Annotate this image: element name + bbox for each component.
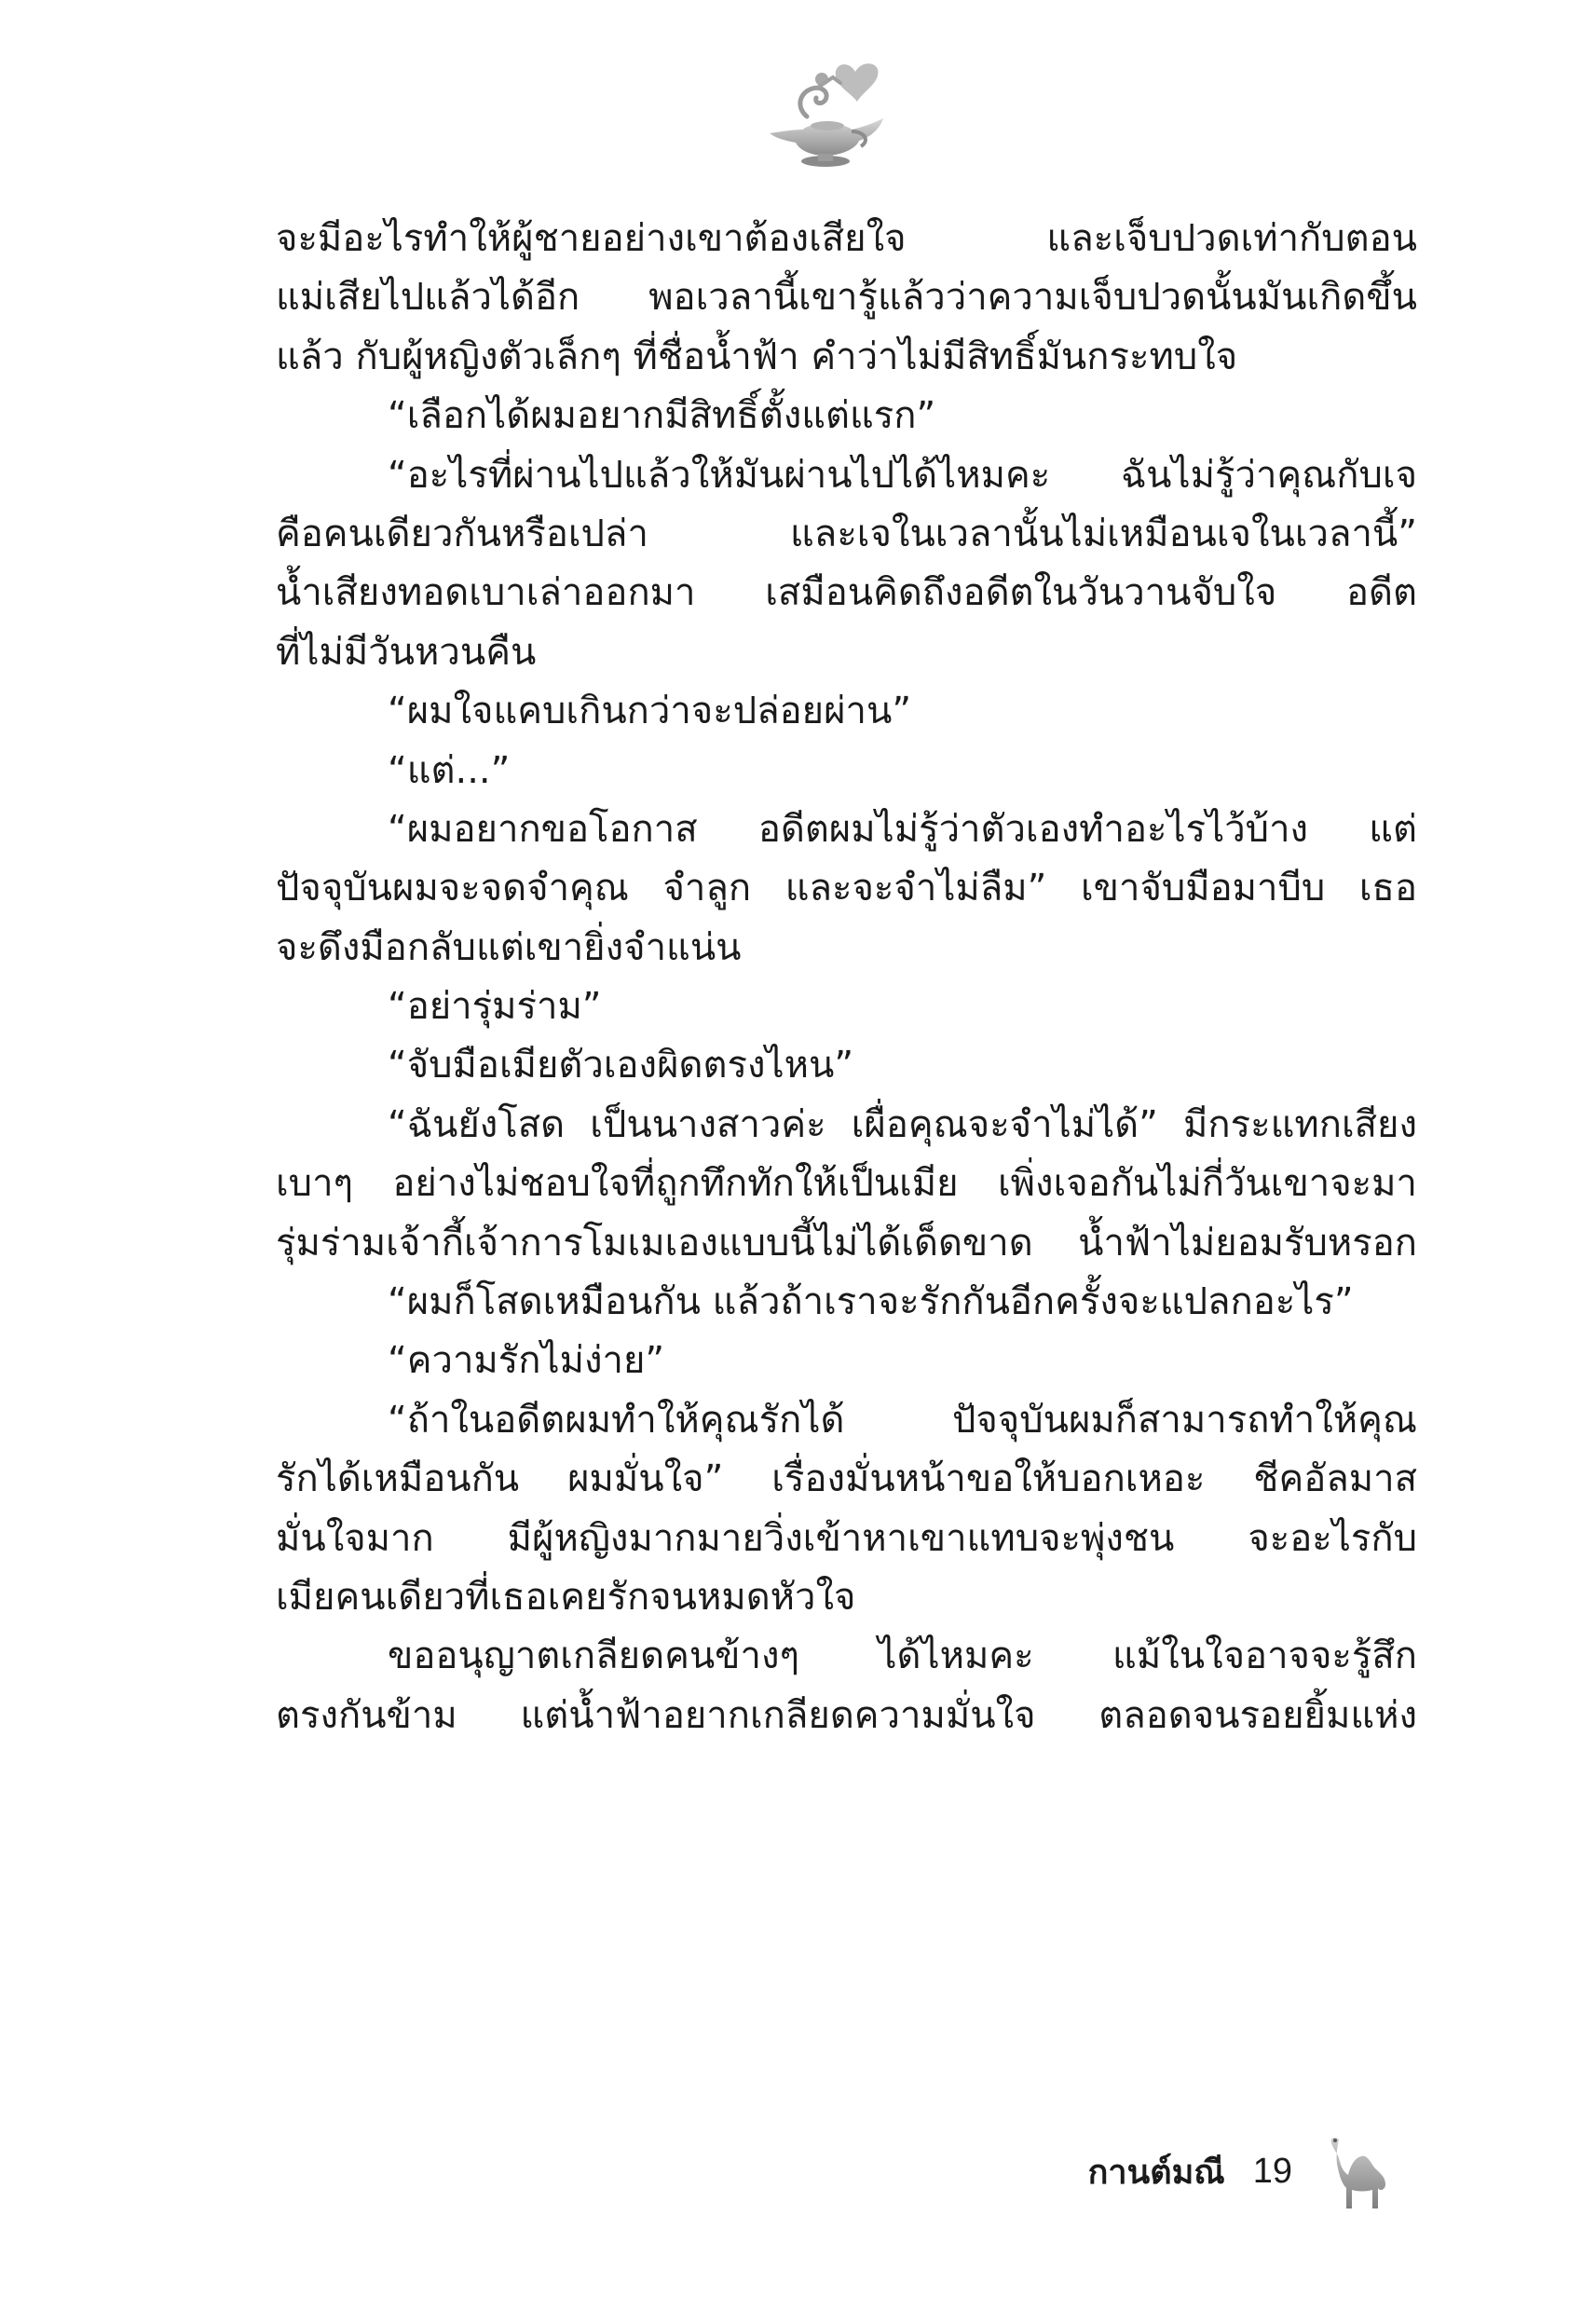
text-line: แล้ว กับผู้หญิงตัวเล็กๆ ที่ชื่อน้ำฟ้า คำว่าไม่มีสิทธิ์มันกระทบใจ [276, 335, 1238, 378]
text-line: ขออนุญาตเกลียดคนข้างๆ ได้ไหมคะ แม้ในใจอาจจะรู้สึก [388, 1634, 1417, 1678]
text-line: “ถ้าในอดีตผมทำให้คุณรักได้ ปัจจุบันผมก็สามารถทำให้คุณ [388, 1398, 1417, 1442]
book-title: กานต์มณี [1087, 2153, 1225, 2192]
text-line: “ความรักไม่ง่าย” [388, 1339, 665, 1383]
text-line: เมียคนเดียวที่เธอเคยรักจนหมดหัวใจ [276, 1575, 856, 1619]
text-line: คือคนเดียวกันหรือเปล่า และเจในเวลานั้นไม่เหมือนเจในเวลานี้” [276, 512, 1417, 555]
text-line: ตรงกันข้าม แต่น้ำฟ้าอยากเกลียดความมั่นใจ ตลอดจนรอยยิ้มแห่ง [276, 1693, 1417, 1737]
text-line: มั่นใจมาก มีผู้หญิงมากมายวิ่งเข้าหาเขาแทบจะพุ่งชน จะอะไรกับ [276, 1516, 1417, 1560]
story-text [276, 210, 1417, 1999]
genie-lamp-icon [751, 51, 900, 172]
text-line: “ผมอยากขอโอกาส อดีตผมไม่รู้ว่าตัวเองทำอะไรไว้บ้าง แต่ [388, 807, 1417, 851]
text-line: “เลือกได้ผมอยากมีสิทธิ์ตั้งแต่แรก” [388, 394, 936, 438]
text-line: รุ่มร่ามเจ้ากี้เจ้าการโมเมเองแบบนี้ไม่ได้เด็ดขาด น้ำฟ้าไม่ยอมรับหรอก [276, 1221, 1417, 1265]
text-line: รักได้เหมือนกัน ผมมั่นใจ” เรื่องมั่นหน้าขอให้บอกเหอะ ชีคอัลมาส [276, 1457, 1417, 1501]
page-footer [1088, 2134, 1391, 2208]
text-line: “อย่ารุ่มร่าม” [388, 985, 602, 1029]
text-line: “จับมือเมียตัวเองผิดตรงไหน” [388, 1044, 854, 1087]
text-line: “อะไรที่ผ่านไปแล้วให้มันผ่านไปได้ไหมคะ ฉันไม่รู้ว่าคุณกับเจ [388, 453, 1417, 497]
text-line: เบาๆ อย่างไม่ชอบใจที่ถูกทึกทักให้เป็นเมีย เพิ่งเจอกันไม่กี่วันเขาจะมา [276, 1162, 1417, 1206]
text-line: “ฉันยังโสด เป็นนางสาวค่ะ เผื่อคุณจะจำไม่ได้” มีกระแทกเสียง [388, 1102, 1417, 1146]
text-line: ปัจจุบันผมจะจดจำคุณ จำลูก และจะจำไม่ลืม” เขาจับมือมาบีบ เธอ [276, 867, 1417, 910]
text-line: จะมีอะไรทำให้ผู้ชายอย่างเขาต้องเสียใจ และเจ็บปวดเท่ากับตอน [276, 217, 1417, 260]
text-line: แม่เสียไปแล้วได้อีก พอเวลานี้เขารู้แล้วว่าความเจ็บปวดนั้นมันเกิดขึ้น [276, 276, 1417, 320]
text-line: ที่ไม่มีวันหวนคืน [276, 630, 537, 674]
text-line: น้ำเสียงทอดเบาเล่าออกมา เสมือนคิดถึงอดีตในวันวานจับใจ อดีต [276, 571, 1417, 615]
page-number: 19 [1252, 2151, 1292, 2191]
text-line: “ผมใจแคบเกินกว่าจะปล่อยผ่าน” [388, 690, 912, 733]
text-line: “แต่...” [388, 748, 511, 792]
text-line: จะดึงมือกลับแต่เขายิ่งจำแน่น [276, 925, 742, 969]
text-line: “ผมก็โสดเหมือนกัน แล้วถ้าเราจะรักกันอีกครั้งจะแปลกอะไร” [388, 1280, 1354, 1324]
camel-icon [1326, 2130, 1391, 2212]
